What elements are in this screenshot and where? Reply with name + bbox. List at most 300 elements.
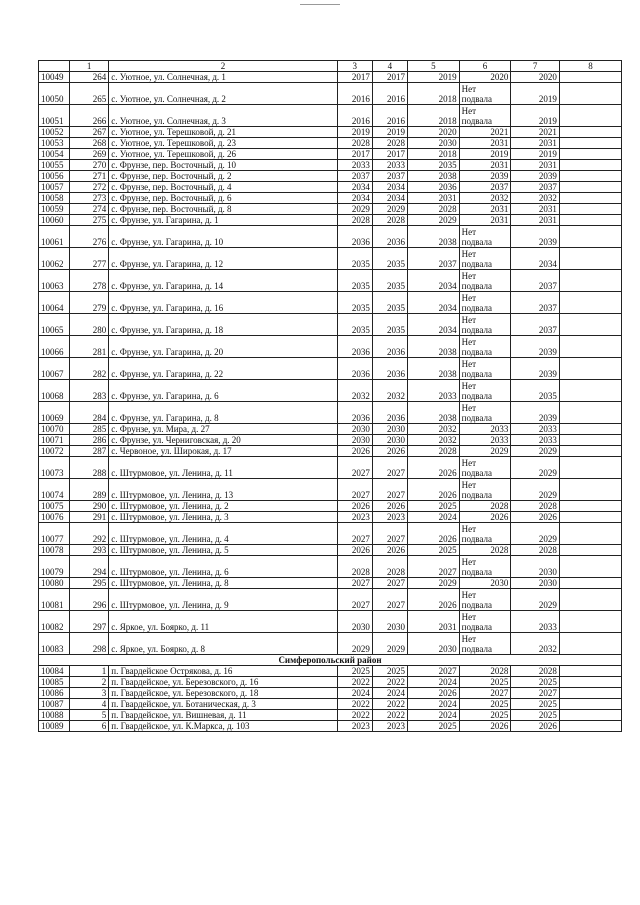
col5-cell: 2028	[407, 204, 459, 215]
address-cell: с. Уютное, ул. Солнечная, д. 2	[109, 83, 337, 105]
table-row	[39, 710, 622, 721]
col4-cell: 2022	[372, 710, 407, 721]
col4-cell: 2035	[372, 270, 407, 292]
col6-cell: Нет подвала	[459, 633, 511, 655]
col8-cell	[559, 248, 621, 270]
col8-cell	[559, 149, 621, 160]
col3-cell: 2035	[337, 314, 372, 336]
col7-cell: 2039	[511, 226, 560, 248]
address-cell: п. Гвардейское Острякова, д. 16	[109, 666, 337, 677]
col8-cell	[559, 556, 621, 578]
col7-cell: 2025	[511, 699, 560, 710]
col3-cell: 2026	[337, 545, 372, 556]
row-number-cell: 294	[70, 556, 109, 578]
row-id-cell: 10054	[39, 149, 70, 160]
col3-cell: 2036	[337, 358, 372, 380]
col7-cell: 2025	[511, 677, 560, 688]
col5-cell: 2024	[407, 677, 459, 688]
row-number-cell: 280	[70, 314, 109, 336]
row-number-cell: 273	[70, 193, 109, 204]
col7-cell: 2030	[511, 556, 560, 578]
col5-cell: 2019	[407, 72, 459, 83]
table-row	[39, 193, 622, 204]
col8-cell	[559, 710, 621, 721]
col3-cell: 2035	[337, 292, 372, 314]
col8-cell	[559, 611, 621, 633]
col4-cell: 2029	[372, 633, 407, 655]
col4-cell: 2036	[372, 226, 407, 248]
row-number-cell: 274	[70, 204, 109, 215]
row-id-cell: 10068	[39, 380, 70, 402]
row-number-cell: 292	[70, 523, 109, 545]
col8-cell	[559, 457, 621, 479]
col6-cell: 2026	[459, 721, 511, 732]
row-id-cell: 10081	[39, 589, 70, 611]
address-cell: п. Гвардейское, ул. Ботаническая, д. 3	[109, 699, 337, 710]
col5-cell: 2032	[407, 424, 459, 435]
row-id-cell: 10049	[39, 72, 70, 83]
col7-cell: 2035	[511, 380, 560, 402]
table-header-row	[39, 61, 622, 72]
table-row	[39, 215, 622, 226]
col7-cell: 2034	[511, 248, 560, 270]
table-row	[39, 446, 622, 457]
col6-cell: 2019	[459, 149, 511, 160]
scan-mark	[300, 4, 340, 5]
col8-cell	[559, 226, 621, 248]
col3-cell: 2017	[337, 72, 372, 83]
row-number-cell: 2	[70, 677, 109, 688]
col8-cell	[559, 666, 621, 677]
col7-cell: 2037	[511, 182, 560, 193]
col3-cell: 2028	[337, 215, 372, 226]
col5-cell: 2037	[407, 248, 459, 270]
table-row	[39, 314, 622, 336]
address-cell: с. Штурмовое, ул. Ленина, д. 11	[109, 457, 337, 479]
table-row	[39, 160, 622, 171]
col6-cell: Нет подвала	[459, 248, 511, 270]
table-row	[39, 270, 622, 292]
col6-cell: 2039	[459, 171, 511, 182]
row-number-cell: 293	[70, 545, 109, 556]
col5-cell: 2031	[407, 193, 459, 204]
col4-cell: 2028	[372, 138, 407, 149]
col7-cell: 2039	[511, 336, 560, 358]
col7-cell: 2031	[511, 204, 560, 215]
col6-cell: Нет подвала	[459, 402, 511, 424]
address-cell: с. Яркое, ул. Боярко, д. 11	[109, 611, 337, 633]
table-row	[39, 149, 622, 160]
row-id-cell: 10059	[39, 204, 70, 215]
table-row	[39, 171, 622, 182]
col3-cell: 2033	[337, 160, 372, 171]
col3-cell: 2016	[337, 83, 372, 105]
row-id-cell: 10063	[39, 270, 70, 292]
col7-cell: 2039	[511, 402, 560, 424]
col4-cell: 2017	[372, 149, 407, 160]
col6-cell: Нет подвала	[459, 83, 511, 105]
col8-cell	[559, 501, 621, 512]
col5-cell: 2026	[407, 457, 459, 479]
col3-cell: 2027	[337, 589, 372, 611]
col5-cell: 2018	[407, 83, 459, 105]
col5-cell: 2038	[407, 226, 459, 248]
col7-cell: 2029	[511, 446, 560, 457]
col7-cell: 2021	[511, 127, 560, 138]
header-cell: 4	[372, 61, 407, 72]
address-cell: с. Фрунзе, ул. Гагарина, д. 22	[109, 358, 337, 380]
col3-cell: 2028	[337, 138, 372, 149]
col3-cell: 2027	[337, 479, 372, 501]
col6-cell: 2031	[459, 204, 511, 215]
address-cell: с. Фрунзе, ул. Черниговская, д. 20	[109, 435, 337, 446]
col4-cell: 2027	[372, 457, 407, 479]
row-id-cell: 10077	[39, 523, 70, 545]
col6-cell: 2025	[459, 699, 511, 710]
col5-cell: 2018	[407, 105, 459, 127]
col8-cell	[559, 380, 621, 402]
col7-cell: 2033	[511, 611, 560, 633]
col3-cell: 2030	[337, 611, 372, 633]
row-id-cell: 10052	[39, 127, 70, 138]
col4-cell: 2034	[372, 193, 407, 204]
col4-cell: 2023	[372, 721, 407, 732]
table-row	[39, 721, 622, 732]
col8-cell	[559, 545, 621, 556]
address-cell: п. Гвардейское, ул. Вишневая, д. 11	[109, 710, 337, 721]
col7-cell: 2029	[511, 457, 560, 479]
row-id-cell: 10058	[39, 193, 70, 204]
row-number-cell: 5	[70, 710, 109, 721]
col3-cell: 2027	[337, 523, 372, 545]
col4-cell: 2027	[372, 523, 407, 545]
section-row	[39, 655, 622, 666]
col4-cell: 2028	[372, 556, 407, 578]
row-id-cell: 10073	[39, 457, 70, 479]
col7-cell: 2019	[511, 105, 560, 127]
row-id-cell: 10061	[39, 226, 70, 248]
col6-cell: Нет подвала	[459, 611, 511, 633]
col5-cell: 2030	[407, 138, 459, 149]
row-id-cell: 10087	[39, 699, 70, 710]
row-number-cell: 277	[70, 248, 109, 270]
table-row	[39, 666, 622, 677]
row-number-cell: 279	[70, 292, 109, 314]
address-cell: с. Фрунзе, ул. Гагарина, д. 18	[109, 314, 337, 336]
col8-cell	[559, 72, 621, 83]
header-cell: 7	[511, 61, 560, 72]
row-number-cell: 275	[70, 215, 109, 226]
col6-cell: Нет подвала	[459, 358, 511, 380]
col4-cell: 2029	[372, 204, 407, 215]
row-number-cell: 269	[70, 149, 109, 160]
col8-cell	[559, 699, 621, 710]
address-cell: с. Яркое, ул. Боярко, д. 8	[109, 633, 337, 655]
col3-cell: 2024	[337, 688, 372, 699]
col8-cell	[559, 292, 621, 314]
col3-cell: 2034	[337, 193, 372, 204]
address-cell: с. Уютное, ул. Терешковой, д. 21	[109, 127, 337, 138]
col3-cell: 2030	[337, 435, 372, 446]
col8-cell	[559, 578, 621, 589]
address-cell: с. Фрунзе, пер. Восточный, д. 6	[109, 193, 337, 204]
col6-cell: 2032	[459, 193, 511, 204]
table-row	[39, 589, 622, 611]
col5-cell: 2031	[407, 611, 459, 633]
col5-cell: 2026	[407, 479, 459, 501]
col3-cell: 2026	[337, 446, 372, 457]
col7-cell: 2033	[511, 424, 560, 435]
row-number-cell: 278	[70, 270, 109, 292]
col6-cell: 2027	[459, 688, 511, 699]
col4-cell: 2026	[372, 545, 407, 556]
col5-cell: 2018	[407, 149, 459, 160]
col3-cell: 2027	[337, 578, 372, 589]
row-number-cell: 295	[70, 578, 109, 589]
row-id-cell: 10071	[39, 435, 70, 446]
col7-cell: 2037	[511, 292, 560, 314]
col4-cell: 2027	[372, 578, 407, 589]
row-number-cell: 264	[70, 72, 109, 83]
table-row	[39, 611, 622, 633]
col5-cell: 2028	[407, 446, 459, 457]
col8-cell	[559, 336, 621, 358]
address-cell: с. Штурмовое, ул. Ленина, д. 13	[109, 479, 337, 501]
col3-cell: 2028	[337, 556, 372, 578]
col4-cell: 2030	[372, 435, 407, 446]
col8-cell	[559, 677, 621, 688]
col3-cell: 2025	[337, 666, 372, 677]
row-number-cell: 284	[70, 402, 109, 424]
col4-cell: 2017	[372, 72, 407, 83]
table-row	[39, 105, 622, 127]
col3-cell: 2032	[337, 380, 372, 402]
address-cell: с. Штурмовое, ул. Ленина, д. 6	[109, 556, 337, 578]
col5-cell: 2030	[407, 633, 459, 655]
table-row	[39, 578, 622, 589]
col7-cell: 2033	[511, 435, 560, 446]
header-cell: 2	[109, 61, 337, 72]
row-id-cell: 10051	[39, 105, 70, 127]
address-cell: с. Фрунзе, ул. Гагарина, д. 16	[109, 292, 337, 314]
col8-cell	[559, 402, 621, 424]
col3-cell: 2022	[337, 710, 372, 721]
address-cell: с. Штурмовое, ул. Ленина, д. 8	[109, 578, 337, 589]
col6-cell: Нет подвала	[459, 589, 511, 611]
col6-cell: Нет подвала	[459, 292, 511, 314]
col7-cell: 2027	[511, 688, 560, 699]
row-id-cell: 10086	[39, 688, 70, 699]
col3-cell: 2030	[337, 424, 372, 435]
address-cell: с. Фрунзе, ул. Гагарина, д. 10	[109, 226, 337, 248]
row-number-cell: 297	[70, 611, 109, 633]
col8-cell	[559, 138, 621, 149]
col7-cell: 2029	[511, 479, 560, 501]
table-row	[39, 380, 622, 402]
col8-cell	[559, 589, 621, 611]
address-cell: с. Штурмовое, ул. Ленина, д. 3	[109, 512, 337, 523]
col6-cell: 2031	[459, 160, 511, 171]
col6-cell: 2037	[459, 182, 511, 193]
table-row	[39, 424, 622, 435]
col8-cell	[559, 314, 621, 336]
col5-cell: 2020	[407, 127, 459, 138]
col5-cell: 2024	[407, 512, 459, 523]
schedule-table	[38, 60, 622, 732]
address-cell: с. Червоное, ул. Широкая, д. 17	[109, 446, 337, 457]
col7-cell: 2020	[511, 72, 560, 83]
col8-cell	[559, 127, 621, 138]
col6-cell: Нет подвала	[459, 479, 511, 501]
col5-cell: 2029	[407, 578, 459, 589]
row-id-cell: 10067	[39, 358, 70, 380]
col6-cell: Нет подвала	[459, 336, 511, 358]
col6-cell: Нет подвала	[459, 556, 511, 578]
row-id-cell: 10089	[39, 721, 70, 732]
row-id-cell: 10062	[39, 248, 70, 270]
col4-cell: 2026	[372, 446, 407, 457]
row-id-cell: 10075	[39, 501, 70, 512]
col3-cell: 2035	[337, 270, 372, 292]
header-cell-blank	[39, 61, 70, 72]
address-cell: с. Фрунзе, ул. Гагарина, д. 1	[109, 215, 337, 226]
col8-cell	[559, 446, 621, 457]
col4-cell: 2026	[372, 501, 407, 512]
col6-cell: 2030	[459, 578, 511, 589]
table-row	[39, 358, 622, 380]
col5-cell: 2033	[407, 380, 459, 402]
address-cell: с. Фрунзе, ул. Гагарина, д. 12	[109, 248, 337, 270]
address-cell: с. Фрунзе, ул. Гагарина, д. 8	[109, 402, 337, 424]
col3-cell: 2034	[337, 182, 372, 193]
row-number-cell: 287	[70, 446, 109, 457]
col8-cell	[559, 204, 621, 215]
row-number-cell: 285	[70, 424, 109, 435]
col4-cell: 2030	[372, 611, 407, 633]
col8-cell	[559, 160, 621, 171]
row-number-cell: 298	[70, 633, 109, 655]
col4-cell: 2036	[372, 358, 407, 380]
row-number-cell: 271	[70, 171, 109, 182]
address-cell: с. Фрунзе, ул. Гагарина, д. 14	[109, 270, 337, 292]
col6-cell: 2033	[459, 424, 511, 435]
col3-cell: 2022	[337, 677, 372, 688]
col8-cell	[559, 512, 621, 523]
col7-cell: 2026	[511, 721, 560, 732]
row-id-cell: 10057	[39, 182, 70, 193]
col4-cell: 2016	[372, 83, 407, 105]
col4-cell: 2030	[372, 424, 407, 435]
col4-cell: 2035	[372, 248, 407, 270]
header-cell: 1	[70, 61, 109, 72]
col7-cell: 2031	[511, 160, 560, 171]
col5-cell: 2025	[407, 501, 459, 512]
row-id-cell: 10056	[39, 171, 70, 182]
col7-cell: 2032	[511, 633, 560, 655]
col5-cell: 2025	[407, 721, 459, 732]
row-id-cell: 10065	[39, 314, 70, 336]
row-id-cell: 10050	[39, 83, 70, 105]
row-id-cell: 10084	[39, 666, 70, 677]
col4-cell: 2023	[372, 512, 407, 523]
col4-cell: 2036	[372, 402, 407, 424]
table-row	[39, 182, 622, 193]
col7-cell: 2039	[511, 171, 560, 182]
col3-cell: 2029	[337, 204, 372, 215]
address-cell: с. Фрунзе, ул. Мира, д. 27	[109, 424, 337, 435]
col7-cell: 2029	[511, 523, 560, 545]
col7-cell: 2019	[511, 83, 560, 105]
header-cell: 3	[337, 61, 372, 72]
row-id-cell: 10076	[39, 512, 70, 523]
table-row	[39, 127, 622, 138]
col6-cell: 2020	[459, 72, 511, 83]
row-number-cell: 266	[70, 105, 109, 127]
col5-cell: 2029	[407, 215, 459, 226]
address-cell: с. Фрунзе, ул. Гагарина, д. 20	[109, 336, 337, 358]
row-number-cell: 291	[70, 512, 109, 523]
row-id-cell: 10070	[39, 424, 70, 435]
col5-cell: 2024	[407, 710, 459, 721]
col6-cell: 2031	[459, 138, 511, 149]
col8-cell	[559, 358, 621, 380]
col6-cell: 2033	[459, 435, 511, 446]
section-title: Симферопольский район	[39, 655, 622, 666]
col4-cell: 2035	[372, 314, 407, 336]
row-id-cell: 10080	[39, 578, 70, 589]
col5-cell: 2026	[407, 523, 459, 545]
table-row	[39, 402, 622, 424]
col7-cell: 2031	[511, 215, 560, 226]
col4-cell: 2028	[372, 215, 407, 226]
address-cell: п. Гвардейское, ул. Березовского, д. 18	[109, 688, 337, 699]
table-row	[39, 688, 622, 699]
table-row	[39, 501, 622, 512]
col8-cell	[559, 688, 621, 699]
row-number-cell: 282	[70, 358, 109, 380]
col7-cell: 2028	[511, 545, 560, 556]
address-cell: с. Уютное, ул. Солнечная, д. 1	[109, 72, 337, 83]
col6-cell: 2025	[459, 710, 511, 721]
header-cell: 6	[459, 61, 511, 72]
row-number-cell: 288	[70, 457, 109, 479]
col5-cell: 2024	[407, 699, 459, 710]
col3-cell: 2023	[337, 721, 372, 732]
col4-cell: 2035	[372, 292, 407, 314]
table-row	[39, 336, 622, 358]
table-row	[39, 292, 622, 314]
row-number-cell: 6	[70, 721, 109, 732]
col4-cell: 2016	[372, 105, 407, 127]
row-number-cell: 281	[70, 336, 109, 358]
address-cell: п. Гвардейское, ул. Березовского, д. 16	[109, 677, 337, 688]
col4-cell: 2037	[372, 171, 407, 182]
col5-cell: 2026	[407, 688, 459, 699]
table-row	[39, 204, 622, 215]
col5-cell: 2038	[407, 402, 459, 424]
col6-cell: 2021	[459, 127, 511, 138]
row-id-cell: 10053	[39, 138, 70, 149]
col8-cell	[559, 171, 621, 182]
col5-cell: 2027	[407, 666, 459, 677]
table-row	[39, 248, 622, 270]
col5-cell: 2038	[407, 336, 459, 358]
row-id-cell: 10082	[39, 611, 70, 633]
col7-cell: 2037	[511, 270, 560, 292]
col4-cell: 2032	[372, 380, 407, 402]
row-id-cell: 10066	[39, 336, 70, 358]
table-row	[39, 457, 622, 479]
